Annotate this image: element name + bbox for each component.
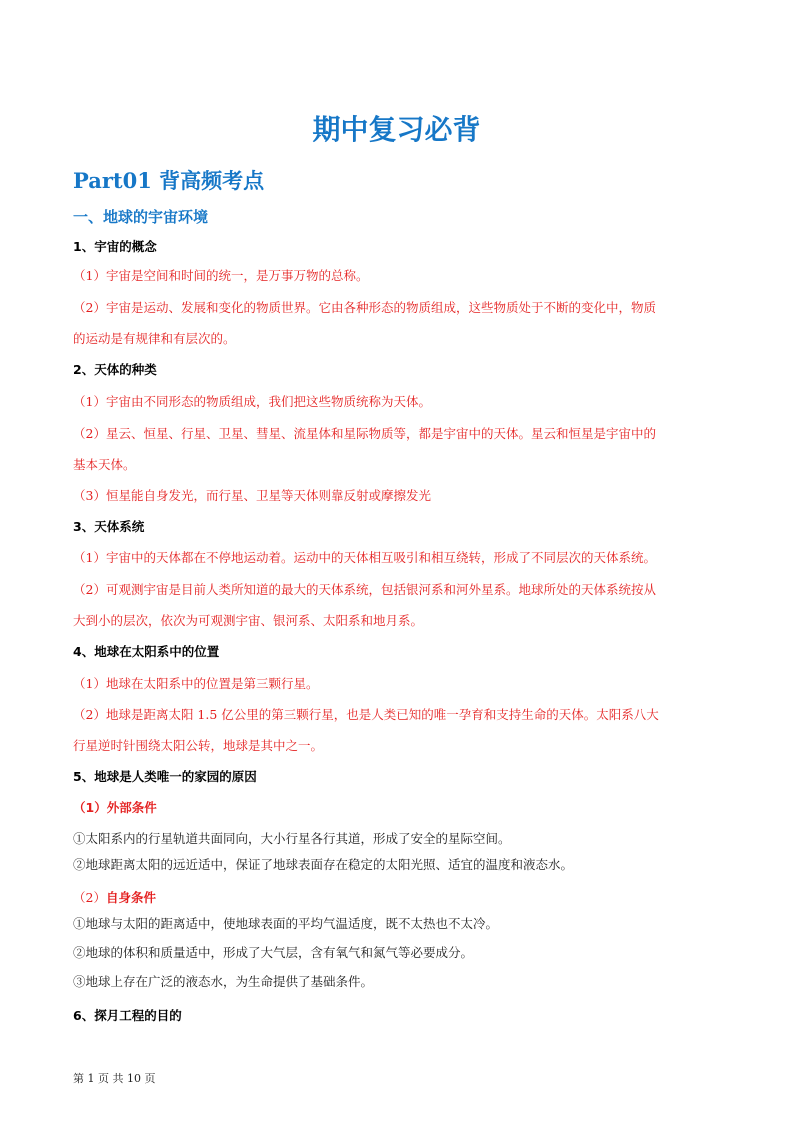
paragraph: （2）星云、恒星、行星、卫星、彗星、流星体和星际物质等，都是宇宙中的天体。星云和恒星是宇宙中的 xyxy=(73,426,656,441)
paragraph: ②地球距离太阳的远近适中，保证了地球表面存在稳定的太阳光照、适宜的温度和液态水。 xyxy=(73,857,574,872)
page-title: 期中复习必背 xyxy=(312,113,481,146)
paragraph: （2）宇宙是运动、发展和变化的物质世界。它由各种形态的物质组成，这些物质处于不断的变化中，物质 xyxy=(73,300,656,315)
paragraph: ②地球的体积和质量适中，形成了大气层，含有氧气和氮气等必要成分。 xyxy=(73,945,474,960)
subheading-2: 2、天体的种类 xyxy=(73,362,157,377)
paragraph: （1）宇宙中的天体都在不停地运动着。运动中的天体相互吸引和相互绕转，形成了不同层次的天体系统。 xyxy=(73,550,656,565)
paragraph: （3）恒星能自身发光，而行星、卫星等天体则靠反射或摩擦发光 xyxy=(73,488,431,503)
subsection-text: 自身条件 xyxy=(105,890,156,905)
paragraph: ①地球与太阳的距离适中，使地球表面的平均气温适度，既不太热也不太冷。 xyxy=(73,916,499,931)
subsection-number: （2） xyxy=(73,890,106,905)
subheading-5: 5、地球是人类唯一的家园的原因 xyxy=(73,769,257,784)
paragraph: （1）宇宙由不同形态的物质组成，我们把这些物质统称为天体。 xyxy=(73,394,431,409)
paragraph: 的运动是有规律和有层次的。 xyxy=(73,331,236,346)
paragraph: 基本天体。 xyxy=(73,457,136,472)
paragraph: ①太阳系内的行星轨道共面同向，大小行星各行其道，形成了安全的星际空间。 xyxy=(73,831,511,846)
paragraph: （2）地球是距离太阳 1.5 亿公里的第三颗行星，也是人类已知的唯一孕育和支持生命的天体。太阳系八大 xyxy=(73,707,659,722)
subheading-1: 1、宇宙的概念 xyxy=(73,239,157,254)
paragraph: 大到小的层次，依次为可观测宇宙、银河系、太阳系和地月系。 xyxy=(73,613,424,628)
paragraph: 行星逆时针围绕太阳公转，地球是其中之一。 xyxy=(73,738,324,753)
subheading-6: 6、探月工程的目的 xyxy=(73,1008,182,1023)
part-heading: Part01 背高频考点 xyxy=(73,168,265,193)
subsection-label xyxy=(73,890,156,906)
paragraph: ③地球上存在广泛的液态水，为生命提供了基础条件。 xyxy=(73,974,374,989)
paragraph: （2）可观测宇宙是目前人类所知道的最大的天体系统，包括银河系和河外星系。地球所处的天体系统按从 xyxy=(73,582,656,597)
subheading-4: 4、地球在太阳系中的位置 xyxy=(73,644,220,659)
page-footer: 第 1 页 共 10 页 xyxy=(73,1072,156,1085)
paragraph: （1）地球在太阳系中的位置是第三颗行星。 xyxy=(73,676,319,691)
subheading-3: 3、天体系统 xyxy=(73,519,145,534)
subsection-label: （1）外部条件 xyxy=(73,800,157,815)
paragraph: （1）宇宙是空间和时间的统一，是万事万物的总称。 xyxy=(73,268,369,283)
section-heading: 一、地球的宇宙环境 xyxy=(73,208,209,226)
